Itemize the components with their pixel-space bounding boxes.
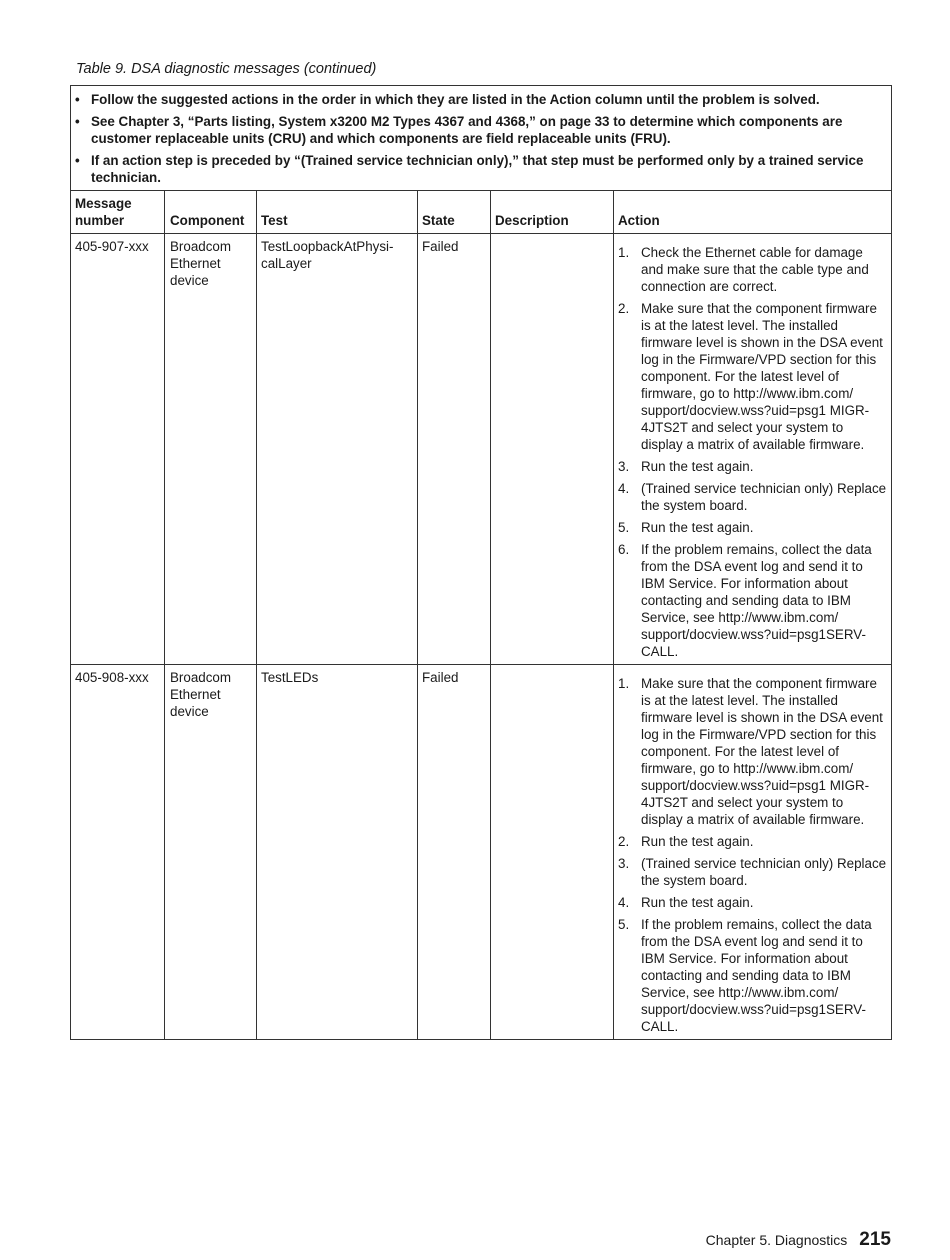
action-step <box>618 519 887 536</box>
step-text: (Trained service technician only) Replace the system board. <box>641 481 887 513</box>
step-text: (Trained service technician only) Replace the system board. <box>641 856 887 888</box>
action-list <box>618 675 887 1035</box>
step-number: 5. <box>618 917 630 932</box>
action-step <box>618 916 887 1035</box>
state-cell: Failed <box>418 234 491 665</box>
component-cell: Broadcom Ethernet device <box>165 665 257 1040</box>
step-text: Make sure that the component firmware is at the latest level. The installed firmware level is shown in the DSA event log in the Firmware/VPD section for this component. For the latest level of firmware, go to http://www.ibm.com/ support/docview.wss?uid=psg1 MIGR-4JTS2T and select your system to display a matrix of available firmware. <box>641 301 883 452</box>
table-caption: Table 9. DSA diagnostic messages (continued) <box>76 61 377 77</box>
note-item: • If an action step is preceded by “(Trained service technician only),” that step must be performed only by a trained service technician. <box>75 152 879 186</box>
page-footer <box>706 1229 891 1251</box>
description-cell <box>491 665 614 1040</box>
step-text: Run the test again. <box>641 834 754 849</box>
notes-cell <box>71 86 892 191</box>
note-item: • Follow the suggested actions in the order in which they are listed in the Action column until the problem is solved. <box>75 91 879 108</box>
step-text: Make sure that the component firmware is at the latest level. The installed firmware level is shown in the DSA event log in the Firmware/VPD section for this component. For the latest level of firmware, go to http://www.ibm.com/ support/docview.wss?uid=psg1 MIGR-4JTS2T and select your system to display a matrix of available firmware. <box>641 676 883 827</box>
step-number: 5. <box>618 520 630 535</box>
table-row <box>71 665 892 1040</box>
step-number: 3. <box>618 459 630 474</box>
action-step <box>618 894 887 911</box>
notes-list <box>75 91 879 186</box>
step-number: 1. <box>618 245 630 260</box>
action-cell <box>614 665 892 1040</box>
action-step <box>618 480 887 514</box>
action-step <box>618 833 887 850</box>
note-item: • See Chapter 3, “Parts listing, System x3200 M2 Types 4367 and 4368,” on page 33 to determine which components are customer replaceable units (CRU) and which components are field replaceable units (FRU). <box>75 113 879 147</box>
header-state: State <box>418 191 491 234</box>
page-number: 215 <box>859 1229 891 1250</box>
message-number-cell: 405-907-xxx <box>71 234 165 665</box>
action-list <box>618 244 887 660</box>
message-number-cell: 405-908-xxx <box>71 665 165 1040</box>
action-step <box>618 458 887 475</box>
step-number: 6. <box>618 542 630 557</box>
step-number: 4. <box>618 481 630 496</box>
diagnostic-messages-table <box>70 85 892 1040</box>
notes-row <box>71 86 892 191</box>
header-component: Component <box>165 191 257 234</box>
header-action: Action <box>614 191 892 234</box>
step-text: If the problem remains, collect the data from the DSA event log and send it to IBM Service. For information about contacting and sending data to IBM Service, see http://www.ibm.com/ support/docview.wss?uid=psg1SERV-CALL. <box>641 542 872 659</box>
step-number: 1. <box>618 676 630 691</box>
action-step <box>618 675 887 828</box>
header-test: Test <box>257 191 418 234</box>
test-cell: TestLEDs <box>257 665 418 1040</box>
step-text: Check the Ethernet cable for damage and make sure that the cable type and connection are correct. <box>641 245 869 294</box>
header-description: Description <box>491 191 614 234</box>
description-cell <box>491 234 614 665</box>
footer-chapter-title: Chapter 5. Diagnostics <box>705 1232 848 1248</box>
component-cell: Broadcom Ethernet device <box>165 234 257 665</box>
step-text: Run the test again. <box>641 459 754 474</box>
step-number: 2. <box>618 834 630 849</box>
step-number: 4. <box>618 895 630 910</box>
step-text: Run the test again. <box>641 520 754 535</box>
header-message-number: Message number <box>71 191 165 234</box>
step-number: 3. <box>618 856 630 871</box>
step-text: Run the test again. <box>641 895 754 910</box>
step-number: 2. <box>618 301 630 316</box>
action-step <box>618 855 887 889</box>
action-step <box>618 541 887 660</box>
state-cell: Failed <box>418 665 491 1040</box>
table-row <box>71 234 892 665</box>
action-cell <box>614 234 892 665</box>
header-row <box>71 191 892 234</box>
step-text: If the problem remains, collect the data from the DSA event log and send it to IBM Service. For information about contacting and sending data to IBM Service, see http://www.ibm.com/ support/docview.wss?uid=psg1SERV-CALL. <box>641 917 872 1034</box>
action-step <box>618 300 887 453</box>
test-cell: TestLoopbackAtPhysi-calLayer <box>257 234 418 665</box>
action-step <box>618 244 887 295</box>
